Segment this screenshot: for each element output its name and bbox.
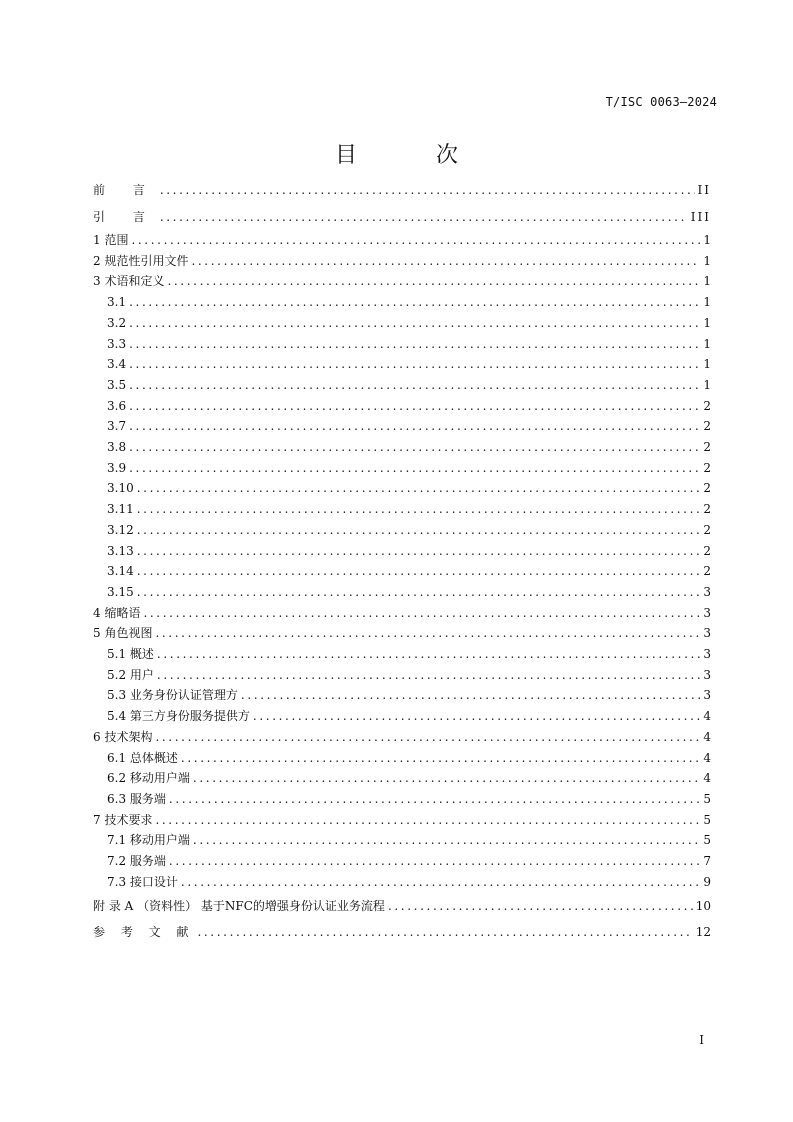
- toc-entry-page: 2: [703, 502, 711, 517]
- toc-entry-label: 3.7: [107, 419, 127, 434]
- dot-leader: [197, 919, 692, 946]
- toc-entry-appendix-a[interactable]: [93, 893, 711, 920]
- dot-leader: [129, 292, 700, 313]
- toc-entry-label: 3.9: [107, 460, 127, 475]
- toc-entry-1[interactable]: [93, 230, 711, 251]
- toc-entry-label: 3 术语和定义: [93, 274, 165, 289]
- toc-entry-page: 1: [703, 274, 711, 289]
- dot-leader: [131, 230, 700, 251]
- toc-entry-page: 2: [703, 460, 711, 475]
- toc-entry-7-2[interactable]: [93, 851, 711, 872]
- dot-leader: [129, 375, 700, 396]
- dot-leader: [193, 830, 700, 851]
- toc-entry-5-4[interactable]: [93, 706, 711, 727]
- dot-leader: [241, 685, 700, 706]
- toc-entry-page: 1: [703, 233, 711, 247]
- toc-entry-page: 4: [703, 709, 711, 724]
- toc-entry-page: 2: [703, 398, 711, 413]
- toc-entry-2[interactable]: [93, 251, 711, 272]
- toc-entry-page: 12: [695, 925, 711, 939]
- toc-entry-3-9[interactable]: [93, 458, 711, 479]
- toc-entry-5[interactable]: [93, 623, 711, 644]
- toc-entry-label: 3.11: [107, 502, 134, 517]
- toc-entry-page: 2: [703, 440, 711, 455]
- toc-entry-label: 4 缩略语: [93, 605, 141, 620]
- dot-leader: [129, 437, 700, 458]
- toc-entry-page: 3: [703, 584, 711, 599]
- dot-leader: [137, 478, 700, 499]
- toc-entry-label: 参 考 文 献: [93, 925, 195, 939]
- toc-entry-page: 4: [703, 750, 711, 765]
- dot-leader: [155, 810, 700, 831]
- toc-entry-3-13[interactable]: [93, 541, 711, 562]
- toc-entry-page: II: [697, 183, 711, 197]
- toc-entry-label: 3.3: [107, 336, 127, 351]
- dot-leader: [157, 644, 700, 665]
- toc-entry-label: 3.8: [107, 440, 127, 455]
- toc-entry-page: 3: [703, 605, 711, 620]
- dot-leader: [137, 520, 700, 541]
- toc-entry-introduction[interactable]: [93, 204, 711, 231]
- dot-leader: [155, 727, 700, 748]
- toc-entry-label: 3.2: [107, 315, 127, 330]
- toc-entry-label: 1 范围: [93, 233, 129, 247]
- toc-entry-3-8[interactable]: [93, 437, 711, 458]
- toc-entry-page: 1: [703, 336, 711, 351]
- toc-entry-6-1[interactable]: [93, 748, 711, 769]
- dot-leader: [167, 271, 700, 292]
- toc-entry-3[interactable]: [93, 271, 711, 292]
- toc-entry-label: 7.2 服务端: [107, 854, 166, 869]
- toc-entry-page: 1: [703, 357, 711, 372]
- dot-leader: [388, 893, 693, 920]
- toc-entry-page: 3: [703, 667, 711, 682]
- toc-entry-label: 附 录 A （资料性） 基于NFC的增强身份认证业务流程: [93, 898, 385, 913]
- dot-leader: [129, 354, 700, 375]
- toc-entry-label: 6.1 总体概述: [107, 750, 178, 765]
- toc-entry-page: 3: [703, 626, 711, 641]
- toc-entry-3-15[interactable]: [93, 582, 711, 603]
- toc-entry-3-7[interactable]: [93, 416, 711, 437]
- toc-entry-page: 4: [703, 729, 711, 744]
- dot-leader: [191, 251, 700, 272]
- toc-entry-page: 2: [703, 564, 711, 579]
- toc-entry-6-2[interactable]: [93, 768, 711, 789]
- toc-entry-label: 5.3 业务身份认证管理方: [107, 688, 238, 703]
- toc-entry-5-1[interactable]: [93, 644, 711, 665]
- dot-leader: [137, 541, 700, 562]
- toc-entry-3-12[interactable]: [93, 520, 711, 541]
- dot-leader: [169, 851, 700, 872]
- toc-entry-page: 1: [703, 253, 711, 268]
- toc-entry-label: 3.10: [107, 481, 134, 496]
- dot-leader: [181, 748, 700, 769]
- toc-entry-label: 6 技术架构: [93, 729, 153, 744]
- toc-entry-3-11[interactable]: [93, 499, 711, 520]
- toc-entry-label: 7.1 移动用户端: [107, 833, 190, 848]
- toc-entry-label: 前 言: [93, 183, 157, 197]
- toc-entry-label: 3.12: [107, 522, 134, 537]
- toc-entry-page: 2: [703, 481, 711, 496]
- dot-leader: [193, 768, 700, 789]
- toc-entry-6[interactable]: [93, 727, 711, 748]
- dot-leader: [129, 396, 700, 417]
- toc-entry-page: 1: [703, 377, 711, 392]
- toc-entry-7-3[interactable]: [93, 872, 711, 893]
- toc-entry-3-5[interactable]: [93, 375, 711, 396]
- toc-entry-label: 2 规范性引用文件: [93, 253, 189, 268]
- toc-entry-label: 5.4 第三方身份服务提供方: [107, 709, 250, 724]
- toc-entry-page: 4: [703, 771, 711, 786]
- dot-leader: [129, 416, 700, 437]
- page-title: 目 次: [335, 143, 494, 168]
- toc-entry-5-3[interactable]: [93, 685, 711, 706]
- toc-entry-label: 6.2 移动用户端: [107, 771, 190, 786]
- toc-entry-label: 7 技术要求: [93, 812, 153, 827]
- toc-entry-3-3[interactable]: [93, 334, 711, 355]
- toc-entry-3-10[interactable]: [93, 478, 711, 499]
- toc-entry-page: 2: [703, 543, 711, 558]
- toc-entry-label: 5.2 用户: [107, 667, 154, 682]
- toc-entry-page: 5: [703, 812, 711, 827]
- dot-leader: [169, 789, 700, 810]
- dot-leader: [160, 177, 695, 204]
- toc-entry-5-2[interactable]: [93, 665, 711, 686]
- toc-entry-page: 1: [703, 295, 711, 310]
- dot-leader: [129, 334, 700, 355]
- toc-entry-page: 3: [703, 647, 711, 662]
- dot-leader: [157, 665, 700, 686]
- toc-entry-page: 3: [703, 688, 711, 703]
- toc-entry-3-14[interactable]: [93, 561, 711, 582]
- toc-entry-label: 3.5: [107, 377, 127, 392]
- toc-entry-page: III: [690, 209, 711, 224]
- toc-entry-4[interactable]: [93, 603, 711, 624]
- dot-leader: [129, 313, 700, 334]
- toc-entry-page: 9: [703, 874, 711, 889]
- toc-entry-6-3[interactable]: [93, 789, 711, 810]
- dot-leader: [253, 706, 700, 727]
- toc-entry-7-1[interactable]: [93, 830, 711, 851]
- toc-entry-foreword[interactable]: [93, 177, 711, 204]
- dot-leader: [137, 561, 700, 582]
- toc-entry-label: 3.14: [107, 564, 134, 579]
- toc-entry-page: 2: [703, 419, 711, 434]
- dot-leader: [155, 623, 700, 644]
- toc-entry-page: 1: [703, 315, 711, 330]
- dot-leader: [143, 603, 700, 624]
- document-code: T/ISC 0063—2024: [605, 95, 717, 109]
- toc-entry-page: 5: [703, 791, 711, 806]
- toc-entry-label: 3.1: [107, 295, 127, 310]
- toc-entry-label: 5 角色视图: [93, 626, 153, 641]
- toc-entry-bibliography[interactable]: [93, 919, 711, 946]
- toc-entry-3-1[interactable]: [93, 292, 711, 313]
- toc-entry-page: 2: [703, 522, 711, 537]
- toc-entry-label: 引 言: [93, 209, 157, 224]
- toc-entry-label: 3.4: [107, 357, 127, 372]
- toc-entry-label: 5.1 概述: [107, 647, 154, 662]
- toc-entry-label: 6.3 服务端: [107, 791, 166, 806]
- page-number: I: [699, 1033, 704, 1047]
- toc-entry-page: 7: [703, 854, 711, 869]
- dot-leader: [160, 204, 688, 231]
- dot-leader: [181, 872, 700, 893]
- toc-entry-7[interactable]: [93, 810, 711, 831]
- toc-entry-3-4[interactable]: [93, 354, 711, 375]
- toc-entry-3-2[interactable]: [93, 313, 711, 334]
- toc-entry-label: 7.3 接口设计: [107, 874, 178, 889]
- toc-entry-label: 3.15: [107, 584, 134, 599]
- table-of-contents: [93, 177, 711, 946]
- dot-leader: [137, 582, 700, 603]
- toc-entry-label: 3.13: [107, 543, 134, 558]
- dot-leader: [137, 499, 700, 520]
- toc-entry-page: 10: [695, 898, 711, 913]
- toc-entry-label: 3.6: [107, 398, 127, 413]
- toc-entry-page: 5: [703, 833, 711, 848]
- toc-entry-3-6[interactable]: [93, 396, 711, 417]
- dot-leader: [129, 458, 700, 479]
